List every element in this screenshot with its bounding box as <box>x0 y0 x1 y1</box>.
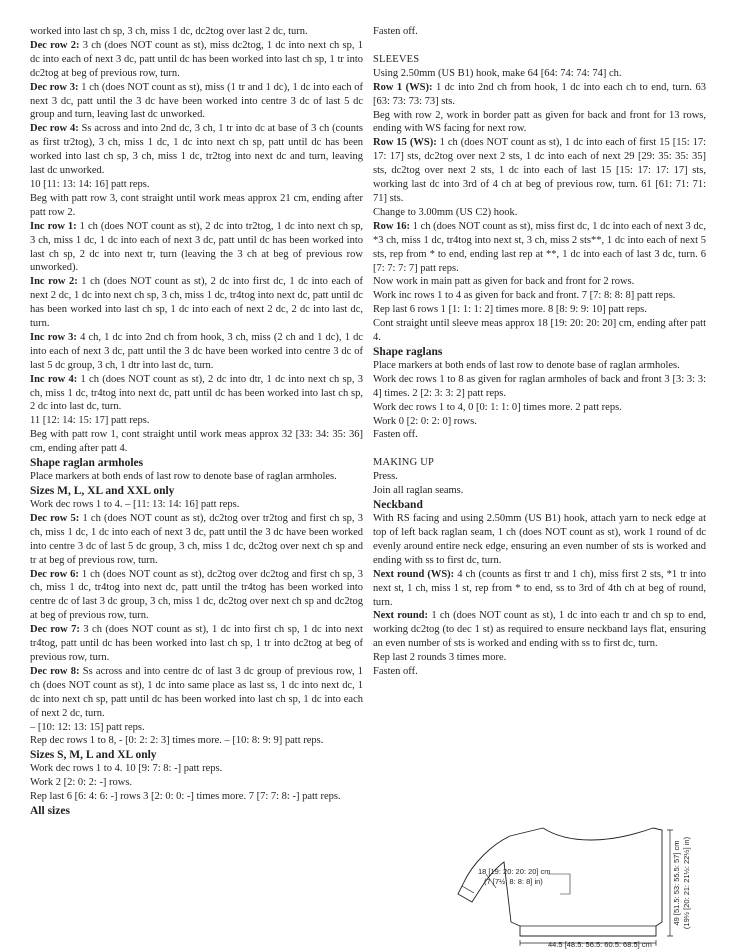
instruction-row <box>373 81 706 109</box>
row-text: 1 ch (does NOT count as st), miss first dc, 1 dc into each of next 3 dc, *3 ch, miss 1 dc, tr4tog into next st, 3 ch, miss 2 sts**, 1 dc into each of next 5 sts, rep from * to end, ending last rep at **, 1 dc into each of last 3 dc, turn. 6 [7: 7: 7: 7] patt reps. <box>373 220 706 274</box>
paragraph: Rep last 2 rounds 3 times more. <box>373 652 507 664</box>
row-label: Row 15 (WS): <box>373 137 437 149</box>
paragraph: – [10: 12: 13: 15] patt reps. <box>30 721 145 733</box>
section-title: MAKING UP <box>373 457 435 469</box>
row-label: Dec row 3: <box>30 81 79 93</box>
row-text: 1 ch (does NOT count as st), miss (1 tr and 1 dc), 1 dc into each of next 3 dc, patt until the 3 dc have been worked into centre 3 dc of last 5 dc group and turn, leaving last dc unworked. <box>30 81 363 121</box>
paragraph: With RS facing and using 2.50mm (US B1) hook, attach yarn to neck edge at top of left back raglan seam, 1 ch (does NOT count as st), work 1 round of dc evenly around entire neck edge, ensuring an even number of sts is worked and ending with ss to first dc, turn. <box>373 513 706 566</box>
section-heading: Shape raglans <box>373 345 443 358</box>
paragraph: Cont straight until sleeve meas approx 18 [19: 20: 20: 20] cm, ending after patt 4. <box>373 318 706 344</box>
row-label: Dec row 6: <box>30 568 79 580</box>
paragraph: Work dec rows 1 to 8 as given for raglan armholes of back and front 3 [3: 3: 3: 4] times. 2 [2: 3: 3: 2] patt reps. <box>373 373 706 399</box>
instruction-row <box>373 609 706 651</box>
paragraph: Fasten off. <box>373 429 418 441</box>
instruction-row <box>373 220 706 276</box>
row-text: 1 ch (does NOT count as st), 2 dc into first dc, 1 dc into each of next 2 dc, 1 dc into next ch sp, 3 ch, miss 1 dc, tr4tog into next dc, patt until dc has been worked into last ch sp, 1 dc into each of next 2 dc, 2 dc into last dc, turn. <box>30 276 363 330</box>
section-heading: Neckband <box>373 499 423 512</box>
row-text: 1 ch (does NOT count as st), 2 dc into dtr, 1 dc into next ch sp, 3 ch, miss 1 dc, tr4tog into next dc, patt until dc has been worked into last ch sp, 2 dc into last dc, turn. <box>30 373 363 413</box>
row-label: Dec row 5: <box>30 512 80 524</box>
paragraph: Using 2.50mm (US B1) hook, make 64 [64: 74: 74: 74] ch. <box>373 67 622 79</box>
paragraph: Beg with row 2, work in border patt as given for back and front for 13 rows, ending with WS facing for next row. <box>373 109 706 135</box>
width-label: 44.5 [48.5: 56.5: 60.5: 68.5] cm <box>548 940 652 949</box>
instruction-row <box>30 512 363 568</box>
paragraph: Rep last 6 [6: 4: 6: -] rows 3 [2: 0: 0: -] times more. 7 [7: 7: 8: -] patt reps. <box>30 791 341 803</box>
paragraph: Beg with patt row 3, cont straight until work meas approx 21 cm, ending after patt row 2. <box>30 192 363 218</box>
paragraph: Change to 3.00mm (US C2) hook. <box>373 206 518 218</box>
row-text: 1 ch (does NOT count as st), 1 dc into each tr and ch sp to end, working dc2tog (to dec 1 st) as required to ensure neckband lays flat, ensuring an even number of sts is worked and ending with ss to first dc, turn. <box>373 610 706 650</box>
instruction-row <box>30 373 363 415</box>
section-heading: Sizes S, M, L and XL only <box>30 749 157 762</box>
sleeve-length-label: 18 [19: 20: 20: 20] cm <box>478 867 551 876</box>
row-text: 1 ch (does NOT count as st), 1 dc into each of first 15 [15: 17: 17: 17] sts, dc2tog over next 2 sts, 1 dc into each of next 29 [29: 35: 35: 35] sts, dc2tog over next 2 sts, 1 dc into each of last 15 [15: 17: 17: 17] sts, working last dc into 3rd of 4 ch at beg of previous row, turn. 61 [61: 71: 71: 71] sts. <box>373 137 706 204</box>
paragraph: Work dec rows 1 to 4, 0 [0: 1: 1: 0] times more. 2 patt reps. <box>373 401 622 413</box>
paragraph: Work inc rows 1 to 4 as given for back and front. 7 [7: 8: 8: 8] patt reps. <box>373 290 676 302</box>
instruction-row <box>30 331 363 373</box>
row-label: Inc row 1: <box>30 220 77 232</box>
row-text: Ss across and into centre dc of last 3 dc group of previous row, 1 ch (does NOT count as st), 1 dc into same place as last ss, 1 dc into next dc, 1 dc into next ch sp, patt until dc has been worked into last ch sp, 1 dc into each of next 2 dc, turn. <box>30 665 363 719</box>
paragraph: Fasten off. <box>373 26 418 37</box>
instruction-row <box>30 568 363 624</box>
paragraph: Place markers at both ends of last row to denote base of raglan armholes. <box>373 359 680 371</box>
instruction-row <box>30 81 363 123</box>
instruction-row <box>373 568 706 610</box>
paragraph: Join all raglan seams. <box>373 485 464 497</box>
paragraph: Now work in main patt as given for back and front for 2 rows. <box>373 276 635 288</box>
section-heading: Shape raglan armholes <box>30 457 144 470</box>
paragraph: Work 2 [2: 0: 2: -] rows. <box>30 777 133 789</box>
height-label-in: (19½ [20: 21: 21½: 22½] in) <box>682 836 691 930</box>
row-label: Inc row 3: <box>30 331 77 343</box>
row-label: Dec row 2: <box>30 39 80 51</box>
paragraph: Rep dec rows 1 to 8, - [0: 2: 2: 3] times more. – [10: 8: 9: 9] patt reps. <box>30 735 324 747</box>
spacer <box>373 39 706 53</box>
section-heading: All sizes <box>30 805 70 818</box>
row-label: Next round (WS): <box>373 568 455 580</box>
section-heading: Sizes M, L, XL and XXL only <box>30 485 175 497</box>
paragraph: Rep last 6 rows 1 [1: 1: 1: 2] times more. 8 [8: 9: 9: 10] patt reps. <box>373 304 647 316</box>
height-label: 49 [51.5: 53: 55.5: 57] cm <box>672 840 681 926</box>
paragraph: 11 [12: 14: 15: 17] patt reps. <box>30 415 150 427</box>
row-text: 3 ch (does NOT count as st), 1 dc into first ch sp, 1 dc into next tr4tog, patt until dc has been worked into last ch sp, 1 tr into dc2tog at beg of previous row, turn. <box>30 624 363 663</box>
instruction-row <box>30 665 363 721</box>
row-text: 1 ch (does NOT count as st), dc2tog over tr2tog and first ch sp, 3 ch, miss 1 dc, 1 dc into each of next 3 dc, patt until the 3 dc have been worked into centre 3 dc of last 5 dc group, 3 ch, miss 1 dc, dc2tog over next ch sp and tr at beg of previous row, turn. <box>30 512 363 566</box>
sleeve-length-label-in: (7 [7½: 8: 8: 8] in) <box>484 877 543 886</box>
spacer <box>373 442 706 456</box>
row-text: 1 ch (does NOT count as st), 2 dc into tr2tog, 1 dc into next ch sp, 3 ch, miss 1 dc, 1 dc into each of next 3 dc, patt until dc has been worked into last ch sp, 2 dc into next tr, turn (leaving the 3 ch at beg of previous row unworked). <box>30 220 364 274</box>
row-label: Dec row 4: <box>30 123 79 135</box>
row-text: 4 ch (counts as first tr and 1 ch), miss first 2 sts, *1 tr into next st, 1 ch, miss 1 st, rep from * to end, ss to 3rd of 4th ch at beg of round, turn. <box>373 568 706 608</box>
left-column <box>30 25 363 818</box>
row-label: Row 16: <box>373 220 411 232</box>
section-title: SLEEVES <box>373 53 420 65</box>
paragraph: 10 [11: 13: 14: 16] patt reps. <box>30 178 150 190</box>
row-label: Dec row 8: <box>30 665 80 677</box>
paragraph: Fasten off. <box>373 666 418 678</box>
row-label: Inc row 2: <box>30 276 78 288</box>
row-text: 1 ch (does NOT count as st), dc2tog over dc2tog and first ch sp, 3 ch, miss 1 dc, tr4tog into next dc, patt until the tr4tog has been worked into centre dc of last 3 dc group, 3 ch, miss 1 dc, dc2tog over next ch sp and dc2tog at beg of previous row, turn. <box>30 568 363 622</box>
instruction-row <box>373 136 706 206</box>
paragraph: Place markers at both ends of last row to denote base of raglan armholes. <box>30 471 337 483</box>
row-label: Dec row 7: <box>30 624 80 636</box>
right-column <box>373 25 706 679</box>
paragraph: Beg with patt row 1, cont straight until work meas approx 32 [33: 34: 35: 36] cm, ending after patt 4. <box>30 429 363 455</box>
row-text: 3 ch (does NOT count as st), miss dc2tog, 1 dc into next ch sp, 1 dc into each of next 3 dc, patt until dc has been worked into last ch sp, 1 tr into dc2tog at beg of previous row, turn. <box>30 39 363 79</box>
paragraph: worked into last ch sp, 3 ch, miss 1 dc, dc2tog over last 2 dc, turn. <box>30 26 308 37</box>
instruction-row <box>30 275 363 331</box>
instruction-row <box>30 220 363 276</box>
paragraph: Work 0 [2: 0: 2: 0] rows. <box>373 415 477 427</box>
row-label: Row 1 (WS): <box>373 81 433 93</box>
paragraph: Work dec rows 1 to 4. 10 [9: 7: 8: -] patt reps. <box>30 763 223 775</box>
row-text: 4 ch, 1 dc into 2nd ch from hook, 3 ch, miss (2 ch and 1 dc), 1 dc into each of next 3 dc, patt until the 3 dc have been worked into centre 3 dc of last 5 dc group, 3 ch, 1 dtr into last dc, turn. <box>30 331 364 371</box>
garment-schematic <box>448 822 718 950</box>
row-text: Ss across and into 2nd dc, 3 ch, 1 tr into dc at base of 3 ch (counts as first tr2tog), 3 ch, miss 1 dc, 1 dc into next ch sp, patt until dc has been worked into last ch sp, 3 ch, miss 1 dc, tr2tog into next dc and turn, leaving last dc unworked. <box>30 123 363 177</box>
row-label: Inc row 4: <box>30 373 78 385</box>
row-label: Next round: <box>373 610 429 622</box>
paragraph: Press. <box>373 471 398 483</box>
row-text: 1 dc into 2nd ch from hook, 1 dc into each ch to end, turn. 63 [63: 73: 73: 73] sts. <box>373 81 706 107</box>
instruction-row <box>30 39 363 81</box>
paragraph: Work dec rows 1 to 4. – [11: 13: 14: 16] patt reps. <box>30 499 240 510</box>
instruction-row <box>30 623 363 665</box>
instruction-row <box>30 122 363 178</box>
